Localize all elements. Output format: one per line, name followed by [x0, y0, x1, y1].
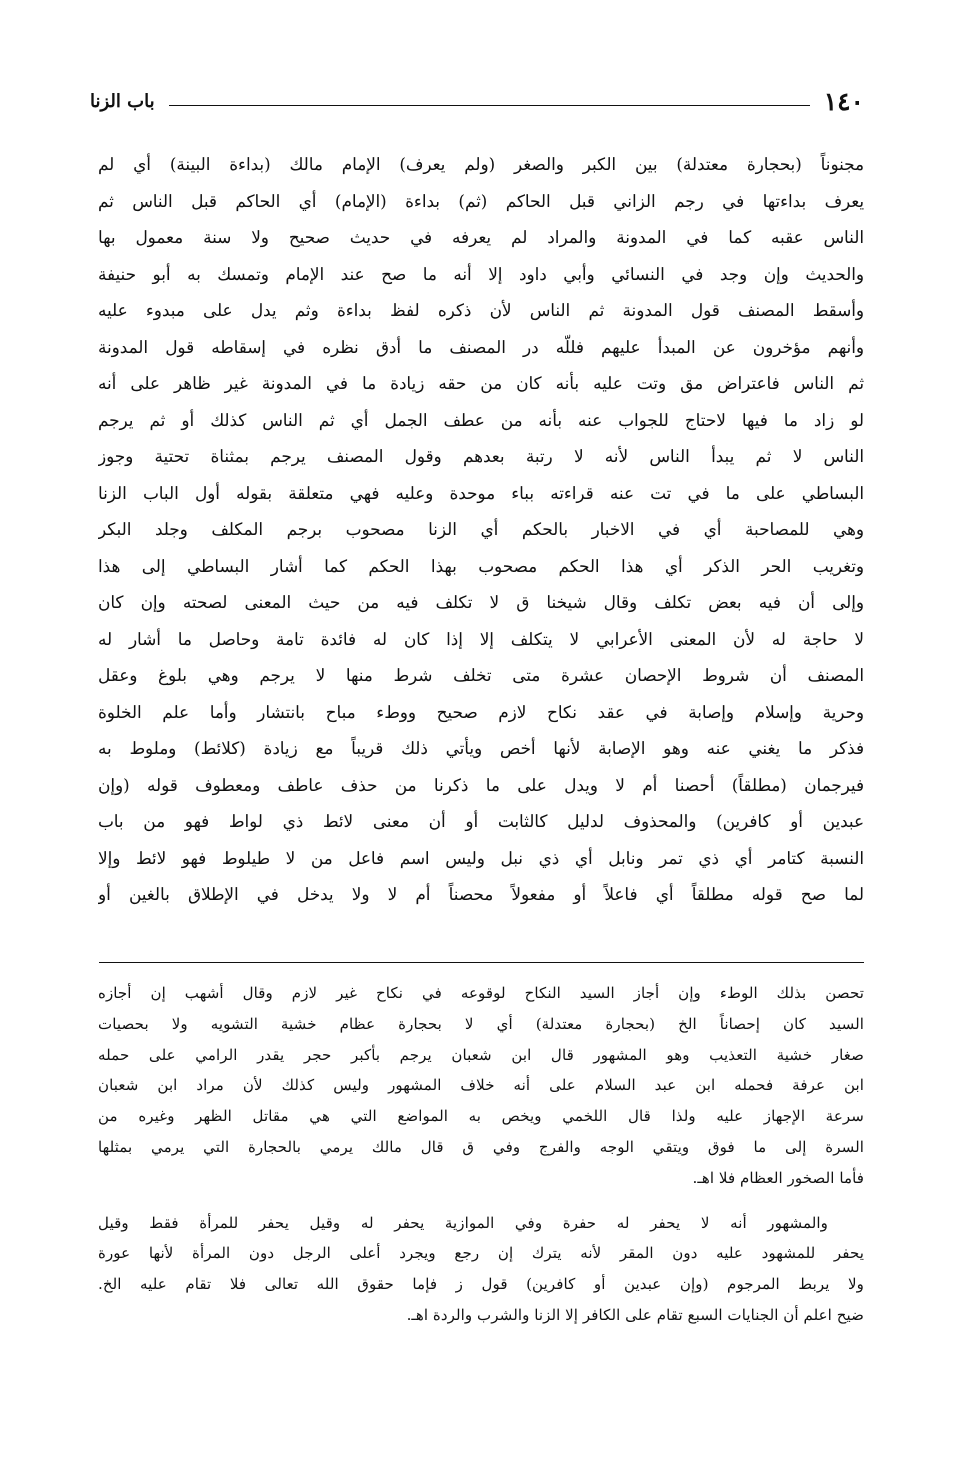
footnotes [98, 978, 864, 1331]
text-line: يعرف بداءتها في رجم الزاني قبل الحاكم (ثم) بداءة (الإمام) أي الحاكم قبل الناس ثم [98, 190, 864, 211]
text-line: عبدين أو كافرين) والمحذوف لدليل كالثابت أو أن معنى لائط ذي لواط فهو من باب [98, 811, 864, 831]
page-number: ١٤٠ [823, 87, 864, 116]
text-line: ولا يربط المرجوم (وإن عبدين أو كافرين) قول ز فإما حقوق الله تعالى فلا تقام عليه الخ. [98, 1275, 864, 1294]
text-line: البساطي على ما في تت عنه قراءته بباء موحدة وعليه فهي متعلقة بقوله أول الباب الزنا [98, 482, 864, 503]
text-line: الناس عقبه كما في المدونة والمراد لم يعرفه في حديث صحيح ولا سنة معمول بها [98, 227, 864, 247]
text-line: النسبة كتامر أي ذي تمر ونابل أي ذي نبل وليس اسم فاعل من لا طيلوط فهو لائط وإلا [98, 847, 864, 868]
text-line: لو زاد ما فيها لاحتاج للجواب عنه بأنه من عطف الجمل أي ثم الناس كذلك أو ثم يرجم [98, 409, 864, 430]
footnote-block-2 [98, 1208, 864, 1331]
header-rule [169, 105, 810, 106]
chapter-title: باب الزنا [90, 91, 155, 112]
text-line: مجنوناً (بحجارة معتدلة) بين الكبر والصغر (ولم يعرف) الإمام مالك (بداءة البينة) أي لم [98, 154, 864, 174]
text-line: وتغريب الحر الذكر أي هذا الحكم مصحوب بهذا الحكم كما أشار البساطي إلى هذا [98, 555, 864, 576]
text-line: ابن عرفة فحمله ابن عبد السلام على أنه خلاف المشهور وليس كذلك لأن مراد ابن شعبان [98, 1076, 864, 1095]
footnote-block-1 [98, 978, 864, 1194]
text-line: السرة إلى ما فوق ويتقي الوجه والفرج وفي ق قال مالك يرمي بالحجارة التي يرمي بمثلها [98, 1137, 864, 1156]
text-line: الناس لا ثم يبدأ الناس لأنه لا رتبة بعدهم وقول المصنف يرجم بمثناة تحتية وجوز [98, 446, 864, 466]
text-line: وهي للمصاحبة أي في الاخبار بالحكم أي الزنا مصحوب برجم المكلف وجلد البكر [98, 519, 864, 539]
text-line: السيد كان إحصاناً الخ (بحجارة معتدلة) أي لا بحجارة عظام خشية التشويه ولا بحصيات [98, 1014, 864, 1033]
text-line: سرعة الإجهاز عليه ولذا قال اللخمي ويخص به المواضع التي هي مقاتل الظهر وغيره من [98, 1107, 864, 1126]
text-line: وحرية وإسلام وإصابة في عقد نكاح لازم صحيح ووطء مباح بانتشار وأما علم الخلوة [98, 701, 864, 722]
text-line: فأما الصخور العظام فلا اهـ. [692, 1168, 864, 1187]
text-line: صغار خشية التعذيب وهو المشهور قال ابن شعبان يرجم بأكبر حجر يقدر الرامي على حمله [98, 1045, 864, 1064]
footnote-separator [99, 962, 864, 963]
text-line: وأنهم مؤخرون عن المبدأ عليهم فللّه در المصنف ما أدق نظره في إسقاطه قول المدونة [98, 336, 864, 357]
text-line: فيرجمان (مطلقاً) أحصنا أم لا ويدل على ما ذكرنا من حذف عاطف ومعطوف قوله (وإن [98, 774, 864, 795]
text-line: لما صح قوله مطلقاً أي فاعلاً أو مفعولاً محصناً أم لا ولا يدخل في الإطلاق بالغين أو [98, 884, 864, 904]
text-line: يحفر للمشهود عليه دون المقر لأنه يترك إن رجع ويجرد أعلى الرجل دون المرأة لأنها عورة [98, 1244, 864, 1263]
text-line: تحصن بذلك الوطء وإن أجاز السيد النكاح لوقوعه في نكاح غير لازم وقال أشهب إن أجازه [98, 984, 864, 1002]
main-text [98, 146, 864, 913]
running-header [90, 82, 864, 122]
text-line: ثم الناس فاعتراض مق وتت عليه بأنه كان من حقه زيادة ما في المدونة غير ظاهر على أنه [98, 373, 864, 393]
text-line: المصنف أن شروط الإحصان عشرة متى تخلف شرط منها لا يرجم وهي بلوغ وعقل [98, 665, 864, 685]
text-line: والمشهور أنه لا يحفر له حفرة وفي الموازية يحفر له وقيل يحفر للمرأة فقط وقيل [98, 1213, 828, 1232]
text-line: والحديث وإن وجد في النسائي وأبي داود إلا أنه ما صح عند الإمام وتمسك به أبو حنيفة [98, 263, 864, 284]
text-line: لا حاجة له لأن المعنى الأعرابي لا يتكلف إلا إذا كان له فائدة تامة وحاصل ما أشار له [98, 628, 864, 649]
text-line: فذكر ما يغني عنه وهو الإصابة لأنها أخص ويأتي ذلك قريباً مع زيادة (كلائط) وملوط به [98, 738, 864, 758]
text-line: ضيح اعلم أن الجنايات السبع تقام على الكافر إلا الزنا والشرب والردة اهـ. [406, 1305, 864, 1324]
text-line: وإلى أن فيه بعض تكلف وقال شيخنا ق لا تكلف فيه من حيث المعنى لصحته وإن كان [98, 592, 864, 612]
text-line: وأسقط المصنف قول المدونة ثم الناس لأن ذكره لفظ بداءة وثم يدل على مبدوء عليه [98, 300, 864, 320]
